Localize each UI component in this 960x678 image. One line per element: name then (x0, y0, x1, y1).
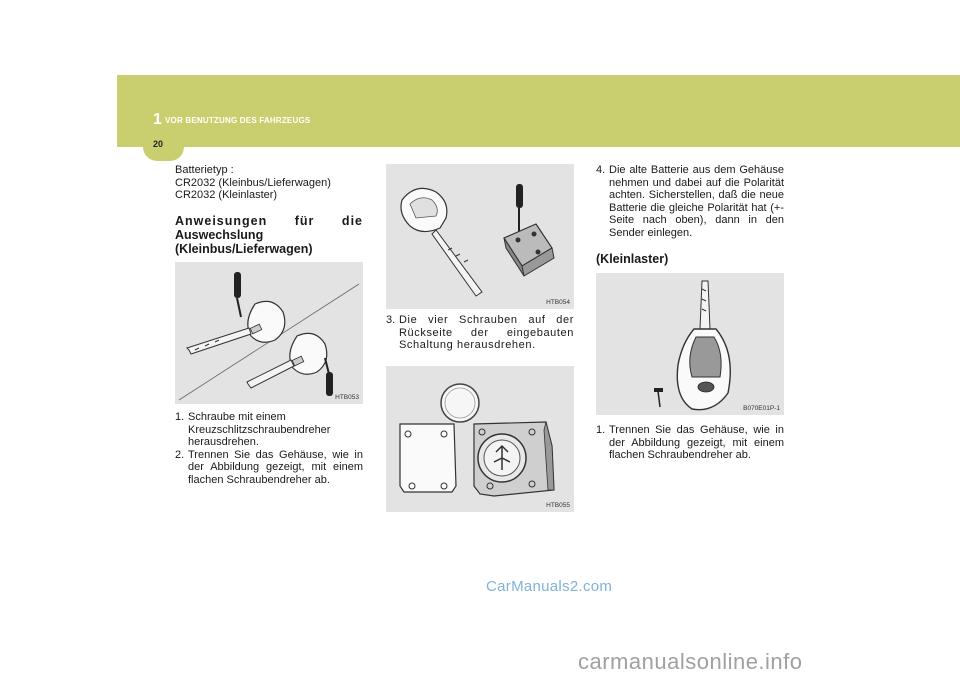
instruction-step (596, 424, 784, 462)
chapter-number: 1 (153, 111, 162, 128)
circuit-board-illustration (386, 366, 574, 512)
step-text: Die alte Batterie aus dem Gehäuse nehmen und dabei auf die Polarität achten. Sicherstellen, daß die neue Batterie die gleiche Polarität hat (+-Seite nach oben), dann in den Sender einlegen. (609, 164, 784, 239)
header-tab (143, 133, 184, 161)
instruction-step (386, 314, 574, 352)
column-3-step (596, 424, 784, 462)
instruction-step (596, 164, 784, 239)
section-heading (175, 214, 363, 256)
page-number: 20 (153, 139, 164, 149)
step-text: Schraube mit einem Kreuzschlitzschraubendreher herausdrehen. (188, 411, 331, 448)
battery-type-line: CR2032 (Kleinbus/Lieferwagen) (175, 176, 331, 189)
heading-line: Anweisungen für die (175, 213, 363, 228)
section-heading-kleinlaster: (Kleinlaster) (596, 252, 669, 266)
step-number: 2. (175, 448, 185, 461)
figure-code: HTB055 (546, 502, 570, 509)
column-3 (596, 164, 784, 274)
figure-code: B070E01P-1 (743, 405, 780, 412)
instruction-step (175, 411, 363, 449)
instruction-step (175, 449, 363, 487)
heading-line: (Kleinbus/Lieferwagen) (175, 241, 313, 256)
truck-key-illustration (596, 273, 784, 415)
step-number: 3. (386, 314, 396, 326)
step-number: 4. (596, 164, 606, 176)
battery-type-line: CR2032 (Kleinlaster) (175, 189, 278, 201)
figure-circuit-board (386, 366, 574, 512)
column-2-step (386, 314, 574, 352)
chapter-title: VOR BENUTZUNG DES FAHRZEUGS (165, 116, 311, 125)
header-band (117, 75, 960, 147)
column-1-steps (175, 411, 363, 486)
key-illustration (175, 262, 363, 404)
figure-code: HTB053 (335, 394, 359, 401)
figure-key-screwdriver (175, 262, 363, 404)
figure-key-opened (386, 164, 574, 309)
figure-code: HTB054 (546, 299, 570, 306)
watermark-footer: carmanualsonline.info (578, 649, 803, 674)
figure-key-kleinlaster (596, 273, 784, 415)
step-number: 1. (596, 424, 606, 436)
battery-type-label: Batterietyp : (175, 164, 234, 176)
step-text: Trennen Sie das Gehäuse, wie in der Abbildung gezeigt, mit einem flachen Schraubendreher ab. (609, 424, 784, 461)
step-text: Trennen Sie das Gehäuse, wie in der Abbildung gezeigt, mit einem flachen Schraubendreher ab. (188, 448, 363, 486)
opened-key-illustration (386, 164, 574, 309)
watermark-carmanuals: CarManuals2.com (486, 578, 613, 595)
column-1 (175, 164, 363, 264)
heading-line: Auswechslung (175, 227, 264, 242)
step-text: Die vier Schrauben auf der Rückseite der eingebauten Schaltung herausdrehen. (399, 314, 574, 351)
step-number: 1. (175, 411, 185, 423)
